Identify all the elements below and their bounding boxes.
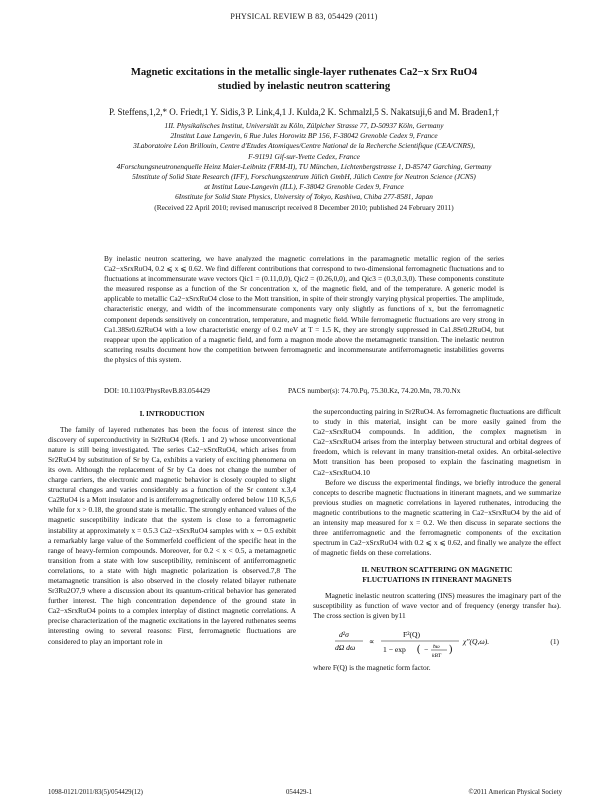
heading-line-1: II. NEUTRON SCATTERING ON MAGNETIC (361, 565, 513, 575)
equation-number: (1) (550, 636, 559, 646)
title-line-1: Magnetic excitations in the metallic single-layer ruthenates Ca2−x Srx RuO4 (130, 67, 478, 78)
received-dates: (Received 22 April 2010; revised manuscript received 8 December 2010; published 24 February 2011) (154, 202, 454, 212)
affiliation-3-cont: F-91191 Gif-sur-Yvette Cedex, France (248, 151, 360, 161)
svg-text:): ) (449, 643, 453, 655)
author-list: P. Steffens,1,2,* O. Friedt,1 Y. Sidis,3 P. Link,4,1 J. Kulda,2 K. Schmalzl,5 S. Nakatsuji,6 and M. Braden1,† (108, 107, 500, 117)
affiliation-4: 4Forschungsneutronenquelle Heinz Maier-Leibnitz (FRM-II), TU München, Lichtenbergstrasse 1, D-85747 Garching, Germany (116, 161, 492, 171)
equation-1 (313, 625, 561, 661)
footer-code: 1098-0121/2011/83(5)/054429(12) (48, 789, 143, 796)
footer-page-number: 054429-1 (286, 789, 313, 796)
eq-chi: χ″(Q,ω). (463, 636, 490, 646)
eq-lhs-denominator: dΩ dω (335, 642, 356, 652)
inelastic-paragraph: Magnetic inelastic neutron scattering (INS) measures the imaginary part of the susceptibility as function of wave vector and of frequency (energy transfer ħω). The cross section is given by11 (313, 590, 561, 620)
section-heading-neutron-scattering (313, 565, 561, 584)
title-line-2: studied by inelastic neutron scattering (217, 81, 391, 92)
eq-proportional: ∝ (369, 636, 375, 646)
eq-lhs-numerator: d²σ (339, 629, 349, 639)
right-paragraph-2: Before we discuss the experimental findings, we briefly introduce the general concepts to describe magnetic fluctuations in itinerant magnets, and we summarize previous studies on magnetic correlations in layered ruthenates, introducing the magnetic contributions to the magnetic scattering in Ca2−xSrxRuO4 by the aid of an intensity map measured for x = 0.2. We then discuss in separate sections the three antiferromagnetic and the ferromagnetic components of the excitation spectrum in Ca2−xSrxRuO4 with 0.2 ⩽ x ⩽ 0.62, and finally we analyze the effect of magnetic fields on these correlations. (313, 477, 561, 558)
affiliation-1: 1II. Physikalisches Institut, Universität zu Köln, Zülpicher Strasse 77, D-50937 Köln, Germany (164, 121, 444, 130)
affiliation-5: 5Institute of Solid State Research (IFF), Forschungszentrum Jülich GmbH, Jülich Centre for Neutron Science (JCNS) (132, 172, 476, 182)
pacs-numbers: PACS number(s): 74.70.Pq, 75.30.Kz, 74.20.Mn, 78.70.Nx (288, 386, 461, 395)
abstract: By inelastic neutron scattering, we have analyzed the magnetic correlations in the paramagnetic metallic region of the series Ca2−xSrxRuO4, 0.2 ⩽ x ⩽ 0.62. We find different contributions that correspond to two-dimensional ferromagnetic fluctuations and to fluctuations at incommensurate wave vectors Qic1 = (0.11,0,0), Qic2 = (0.26,0,0), and Qic3 = (0.3,0.3,0). These components constitute the measured response as a function of the Sr concentration x, of the magnetic field, and of the temperature. A generic model is applicable to metallic Ca2−xSrxRuO4 close to the Mott transition, in spite of their strongly varying physical properties. The amplitude, characteristic energy, and width of the incommensurate components vary only slightly as functions of x, but the ferromagnetic component depends sensitively on concentration, temperature, and magnetic field. While ferromagnetic fluctuations are very strong in Ca1.38Sr0.62RuO4 with a low characteristic energy of 0.2 meV at T = 1.5 K, they are strongly suppressed in Ca1.8Sr0.2RuO4, but reappear upon the application of a magnetic field, and form a magnon mode above the metamagnetic transition. The inelastic neutron scattering results document how the competition between ferromagnetic and incommensurate antiferromagnetic instabilities governs the physics of this system. (104, 254, 504, 364)
affiliation-5-cont: at Institut Laue-Langevin (ILL), F-38042 Grenoble Cedex 9, France (204, 182, 404, 192)
svg-text:−: − (424, 644, 429, 654)
eq-exp-numerator: ħω (433, 643, 440, 650)
eq-exp-denominator: kBT (432, 652, 442, 659)
affiliation-3: 3Laboratoire Léon Brillouin, Centre d'Etudes Atomiques/Centre National de la Recherche Scientifique (CEA/CNRS), (133, 141, 475, 151)
affiliation-6: 6Institute for Solid State Physics, University of Tokyo, Kashiwa, Chiba 277-8581, Japan (175, 192, 433, 202)
left-column (48, 407, 296, 647)
right-column (313, 407, 561, 673)
section-heading-introduction: I. INTRODUCTION (139, 409, 205, 418)
paper-title (60, 66, 548, 94)
right-paragraph-1: the superconducting pairing in Sr2RuO4. As ferromagnetic fluctuations are difficult to study in this material, insight can be more easily gained from the Ca2−xSrxRuO4 compounds. In addition, the complex magnetism in Ca2−xSrxRuO4 arises from the interplay between structural and orbital degrees of freedom, which is relevant in many transition-metal oxides. An orbital-selective Mott transition has been proposed to explain the fascinating magnetism in Ca2−xSrxRuO4.10 (313, 407, 561, 477)
affiliations (30, 121, 578, 213)
equation-graphic (333, 625, 533, 661)
eq-rhs-denominator: 1 − exp (383, 644, 406, 654)
doi-link[interactable]: DOI: 10.1103/PhysRevB.83.054429 (104, 386, 210, 395)
heading-line-2: FLUCTUATIONS IN ITINERANT MAGNETS (362, 575, 512, 584)
affiliation-2: 2Institut Laue Langevin, 6 Rue Jules Horowitz BP 156, F-38042 Grenoble Cedex 9, France (170, 131, 438, 141)
running-head: PHYSICAL REVIEW B 83, 054429 (2011) (230, 12, 378, 21)
after-equation-text: where F(Q) is the magnetic form factor. (313, 662, 431, 672)
intro-paragraph: The family of layered ruthenates has been the focus of interest since the discovery of superconductivity in Sr2RuO4 (Refs. 1 and 2) whose unconventional nature is still being investigated. The series Ca2−xSrxRuO4, which arises from Sr2RuO4 by substitution of Sr by Ca, exhibits a variety of exciting phenomena on its own. Although the replacement of Sr by Ca does not change the number of charge carriers, the electronic and magnetic behavior is closely coupled to slight structural changes and varies considerably as a function of the Sr content x.3,4 Ca2RuO4 is a Mott insulator and is antiferromagnetically ordered below 110 K,5,6 while for x > 0.18, the ground state is metallic. The strongly enhanced values of the magnetic susceptibility indicate that the system is close to a ferromagnetic instability at approximately x = 0.5.3 Ca2−xSrxRuO4 samples with x ∼ 0.5 exhibit a remarkably large value of the Sommerfeld coefficient of the specific heat in the range of heavy-fermion compounds. Moreover, for 0.2 < x < 0.5, a metamagnetic transition from a state with low susceptibility, reminiscent of antiferromagnetic correlations, to a state with high magnetic polarization is observed.7,8 The metamagnetic transition is also observed in the closely related bilayer ruthenate Sr3Ru2O7,9 where a discussion about its quantum-critical behavior has generated further interest. The high concentration dependence of the ground state in Ca2−xSrxRuO4 points to a complex interplay of distinct magnetic correlations. A precise characterization of the magnetic excitations in the layered ruthenates seems interesting owing to several reasons: First, ferromagnetic fluctuations are considered to play an important role in (48, 424, 296, 646)
footer-copyright: ©2011 American Physical Society (468, 789, 562, 796)
svg-text:(: ( (417, 643, 421, 655)
eq-rhs-numerator: F²(Q) (403, 629, 421, 639)
